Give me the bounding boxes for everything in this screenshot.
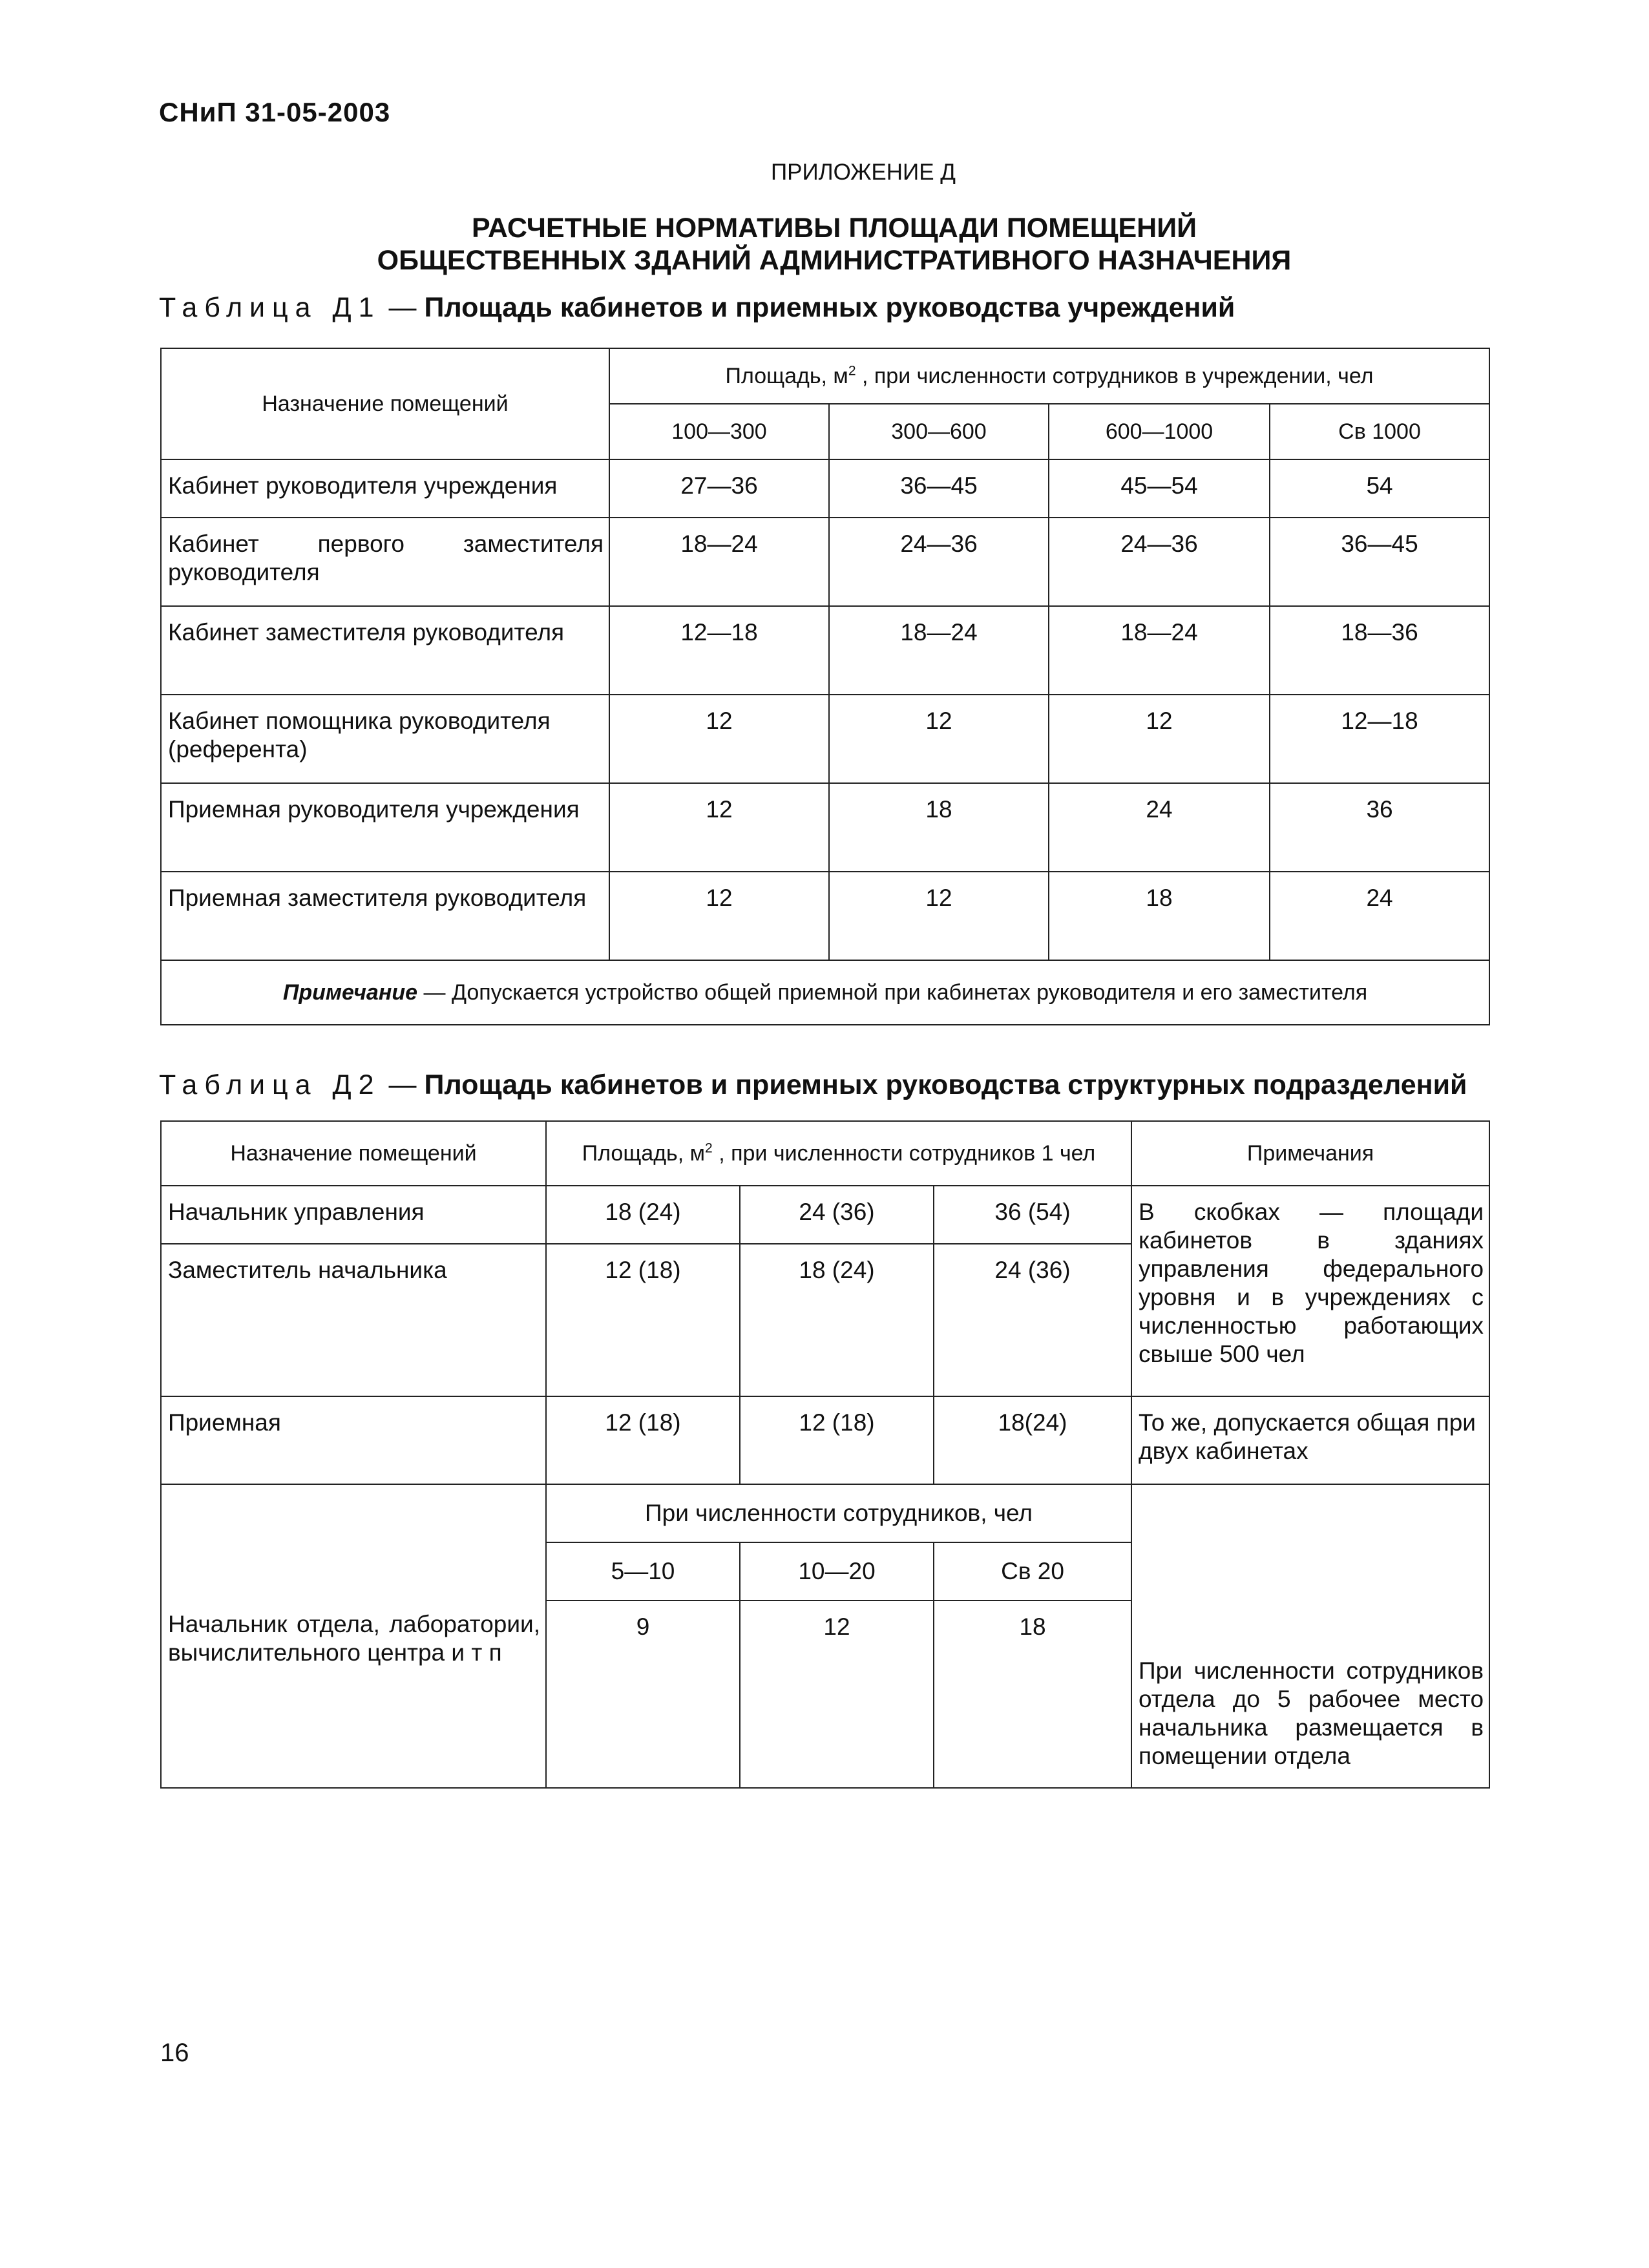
area-value: 24 (36) bbox=[740, 1186, 934, 1244]
header-room: Назначение помещений bbox=[161, 348, 609, 459]
area-value: 18 bbox=[1049, 872, 1270, 960]
area-value: 18—24 bbox=[829, 606, 1049, 695]
area-value: 18(24) bbox=[934, 1396, 1131, 1484]
table2-caption-title: Площадь кабинетов и приемных руководства структурных подразделений bbox=[424, 1069, 1467, 1100]
header-range: 300—600 bbox=[829, 404, 1049, 459]
area-value: 12 (18) bbox=[740, 1396, 934, 1484]
header-area-sup: 2 bbox=[705, 1140, 713, 1156]
room-name: Приемная bbox=[161, 1396, 546, 1484]
table2-caption-label: Таблица Д2 bbox=[159, 1069, 381, 1100]
area-value: 18 (24) bbox=[740, 1244, 934, 1396]
header-area-text-end: , при численности сотрудников 1 чел bbox=[712, 1141, 1096, 1166]
header-room: Назначение помещений bbox=[161, 1121, 546, 1186]
area-value: 24—36 bbox=[829, 518, 1049, 606]
table2-caption bbox=[159, 1069, 1467, 1101]
remark: В скобках — площади кабинетов в зданиях управления федерального уровня и в учреждениях с численностью работающих свыше 500 чел bbox=[1131, 1186, 1489, 1396]
sub-range: 10—20 bbox=[740, 1542, 934, 1601]
area-value: 12 bbox=[829, 872, 1049, 960]
area-value: 18 (24) bbox=[546, 1186, 740, 1244]
header-area-sup: 2 bbox=[848, 363, 856, 379]
sub-range: Св 20 bbox=[934, 1542, 1131, 1601]
table-d1 bbox=[160, 348, 1490, 1025]
table-row bbox=[161, 1186, 1489, 1244]
area-value: 12 bbox=[829, 695, 1049, 783]
area-value: 18 bbox=[934, 1601, 1131, 1788]
table-row bbox=[161, 459, 1489, 518]
area-value: 54 bbox=[1270, 459, 1489, 518]
area-value: 12—18 bbox=[609, 606, 829, 695]
room-name: Приемная руководителя учреждения bbox=[161, 783, 609, 872]
appendix-label: ПРИЛОЖЕНИЕ Д bbox=[771, 160, 956, 185]
room-name: Начальник управления bbox=[161, 1186, 546, 1244]
area-value: 12—18 bbox=[1270, 695, 1489, 783]
table-row bbox=[161, 695, 1489, 783]
area-value: 12 bbox=[609, 872, 829, 960]
room-name: Кабинет руководителя учреждения bbox=[161, 459, 609, 518]
header-area-text: Площадь, м bbox=[725, 364, 848, 388]
table-row bbox=[161, 783, 1489, 872]
room-name: Заместитель начальника bbox=[161, 1244, 546, 1396]
table1-caption-label: Таблица Д1 bbox=[159, 292, 381, 323]
title-line: РАСЧЕТНЫЕ НОРМАТИВЫ ПЛОЩАДИ ПОМЕЩЕНИЙ bbox=[471, 213, 1197, 244]
header-range: 100—300 bbox=[609, 404, 829, 459]
header-area bbox=[546, 1121, 1131, 1186]
area-value: 18 bbox=[829, 783, 1049, 872]
area-value: 24 bbox=[1270, 872, 1489, 960]
area-value: 12 (18) bbox=[546, 1396, 740, 1484]
header-range: Св 1000 bbox=[1270, 404, 1489, 459]
room-name: Приемная заместителя руководителя bbox=[161, 872, 609, 960]
caption-dash: — bbox=[381, 292, 425, 323]
area-value: 18—24 bbox=[609, 518, 829, 606]
table-d2 bbox=[160, 1120, 1490, 1789]
table1-note bbox=[161, 960, 1489, 1025]
area-value: 24 bbox=[1049, 783, 1270, 872]
table1-caption-title: Площадь кабинетов и приемных руководства учреждений bbox=[424, 292, 1235, 323]
area-value: 12 bbox=[1049, 695, 1270, 783]
header-area bbox=[609, 348, 1489, 404]
table-row bbox=[161, 518, 1489, 606]
room-name: Начальник отдела, лаборатории, вычислительного центра и т п bbox=[161, 1484, 546, 1788]
note-text: — Допускается устройство общей приемной при кабинетах руководителя и его заместителя bbox=[417, 980, 1368, 1005]
sub-header: При численности сотрудников, чел bbox=[546, 1484, 1131, 1542]
area-value: 24—36 bbox=[1049, 518, 1270, 606]
header-notes: Примечания bbox=[1131, 1121, 1489, 1186]
area-value: 18—24 bbox=[1049, 606, 1270, 695]
title-line: ОБЩЕСТВЕННЫХ ЗДАНИЙ АДМИНИСТРАТИВНОГО НАЗНАЧЕНИЯ bbox=[377, 245, 1292, 276]
table-row bbox=[161, 872, 1489, 960]
area-value: 18—36 bbox=[1270, 606, 1489, 695]
room-name: Кабинет помощника руководителя (референта) bbox=[161, 695, 609, 783]
page-number: 16 bbox=[160, 2039, 189, 2067]
area-value: 12 bbox=[609, 783, 829, 872]
room-name: Кабинет первого заместителя руководителя bbox=[161, 518, 609, 606]
header-area-text-end: , при численности сотрудников в учреждении, чел bbox=[856, 364, 1374, 388]
area-value: 12 bbox=[740, 1601, 934, 1788]
area-value: 12 bbox=[609, 695, 829, 783]
area-value: 36 (54) bbox=[934, 1186, 1131, 1244]
area-value: 24 (36) bbox=[934, 1244, 1131, 1396]
area-value: 36 bbox=[1270, 783, 1489, 872]
header-range: 600—1000 bbox=[1049, 404, 1270, 459]
area-value: 45—54 bbox=[1049, 459, 1270, 518]
document-code: СНиП 31-05-2003 bbox=[159, 97, 391, 127]
room-name: Кабинет заместителя руководителя bbox=[161, 606, 609, 695]
appendix-title bbox=[0, 212, 1649, 277]
note-label: Примечание bbox=[282, 980, 418, 1005]
table-row bbox=[161, 606, 1489, 695]
remark: При численности сотрудников отдела до 5 рабочее место начальника размещается в помещении отдела bbox=[1131, 1484, 1489, 1788]
table1-caption bbox=[159, 292, 1235, 324]
area-value: 36—45 bbox=[1270, 518, 1489, 606]
header-area-text: Площадь, м bbox=[582, 1141, 706, 1166]
area-value: 36—45 bbox=[829, 459, 1049, 518]
area-value: 9 bbox=[546, 1601, 740, 1788]
area-value: 27—36 bbox=[609, 459, 829, 518]
area-value: 12 (18) bbox=[546, 1244, 740, 1396]
remark: То же, допускается общая при двух кабинетах bbox=[1131, 1396, 1489, 1484]
sub-range: 5—10 bbox=[546, 1542, 740, 1601]
caption-dash: — bbox=[381, 1069, 425, 1100]
table-row bbox=[161, 1396, 1489, 1484]
